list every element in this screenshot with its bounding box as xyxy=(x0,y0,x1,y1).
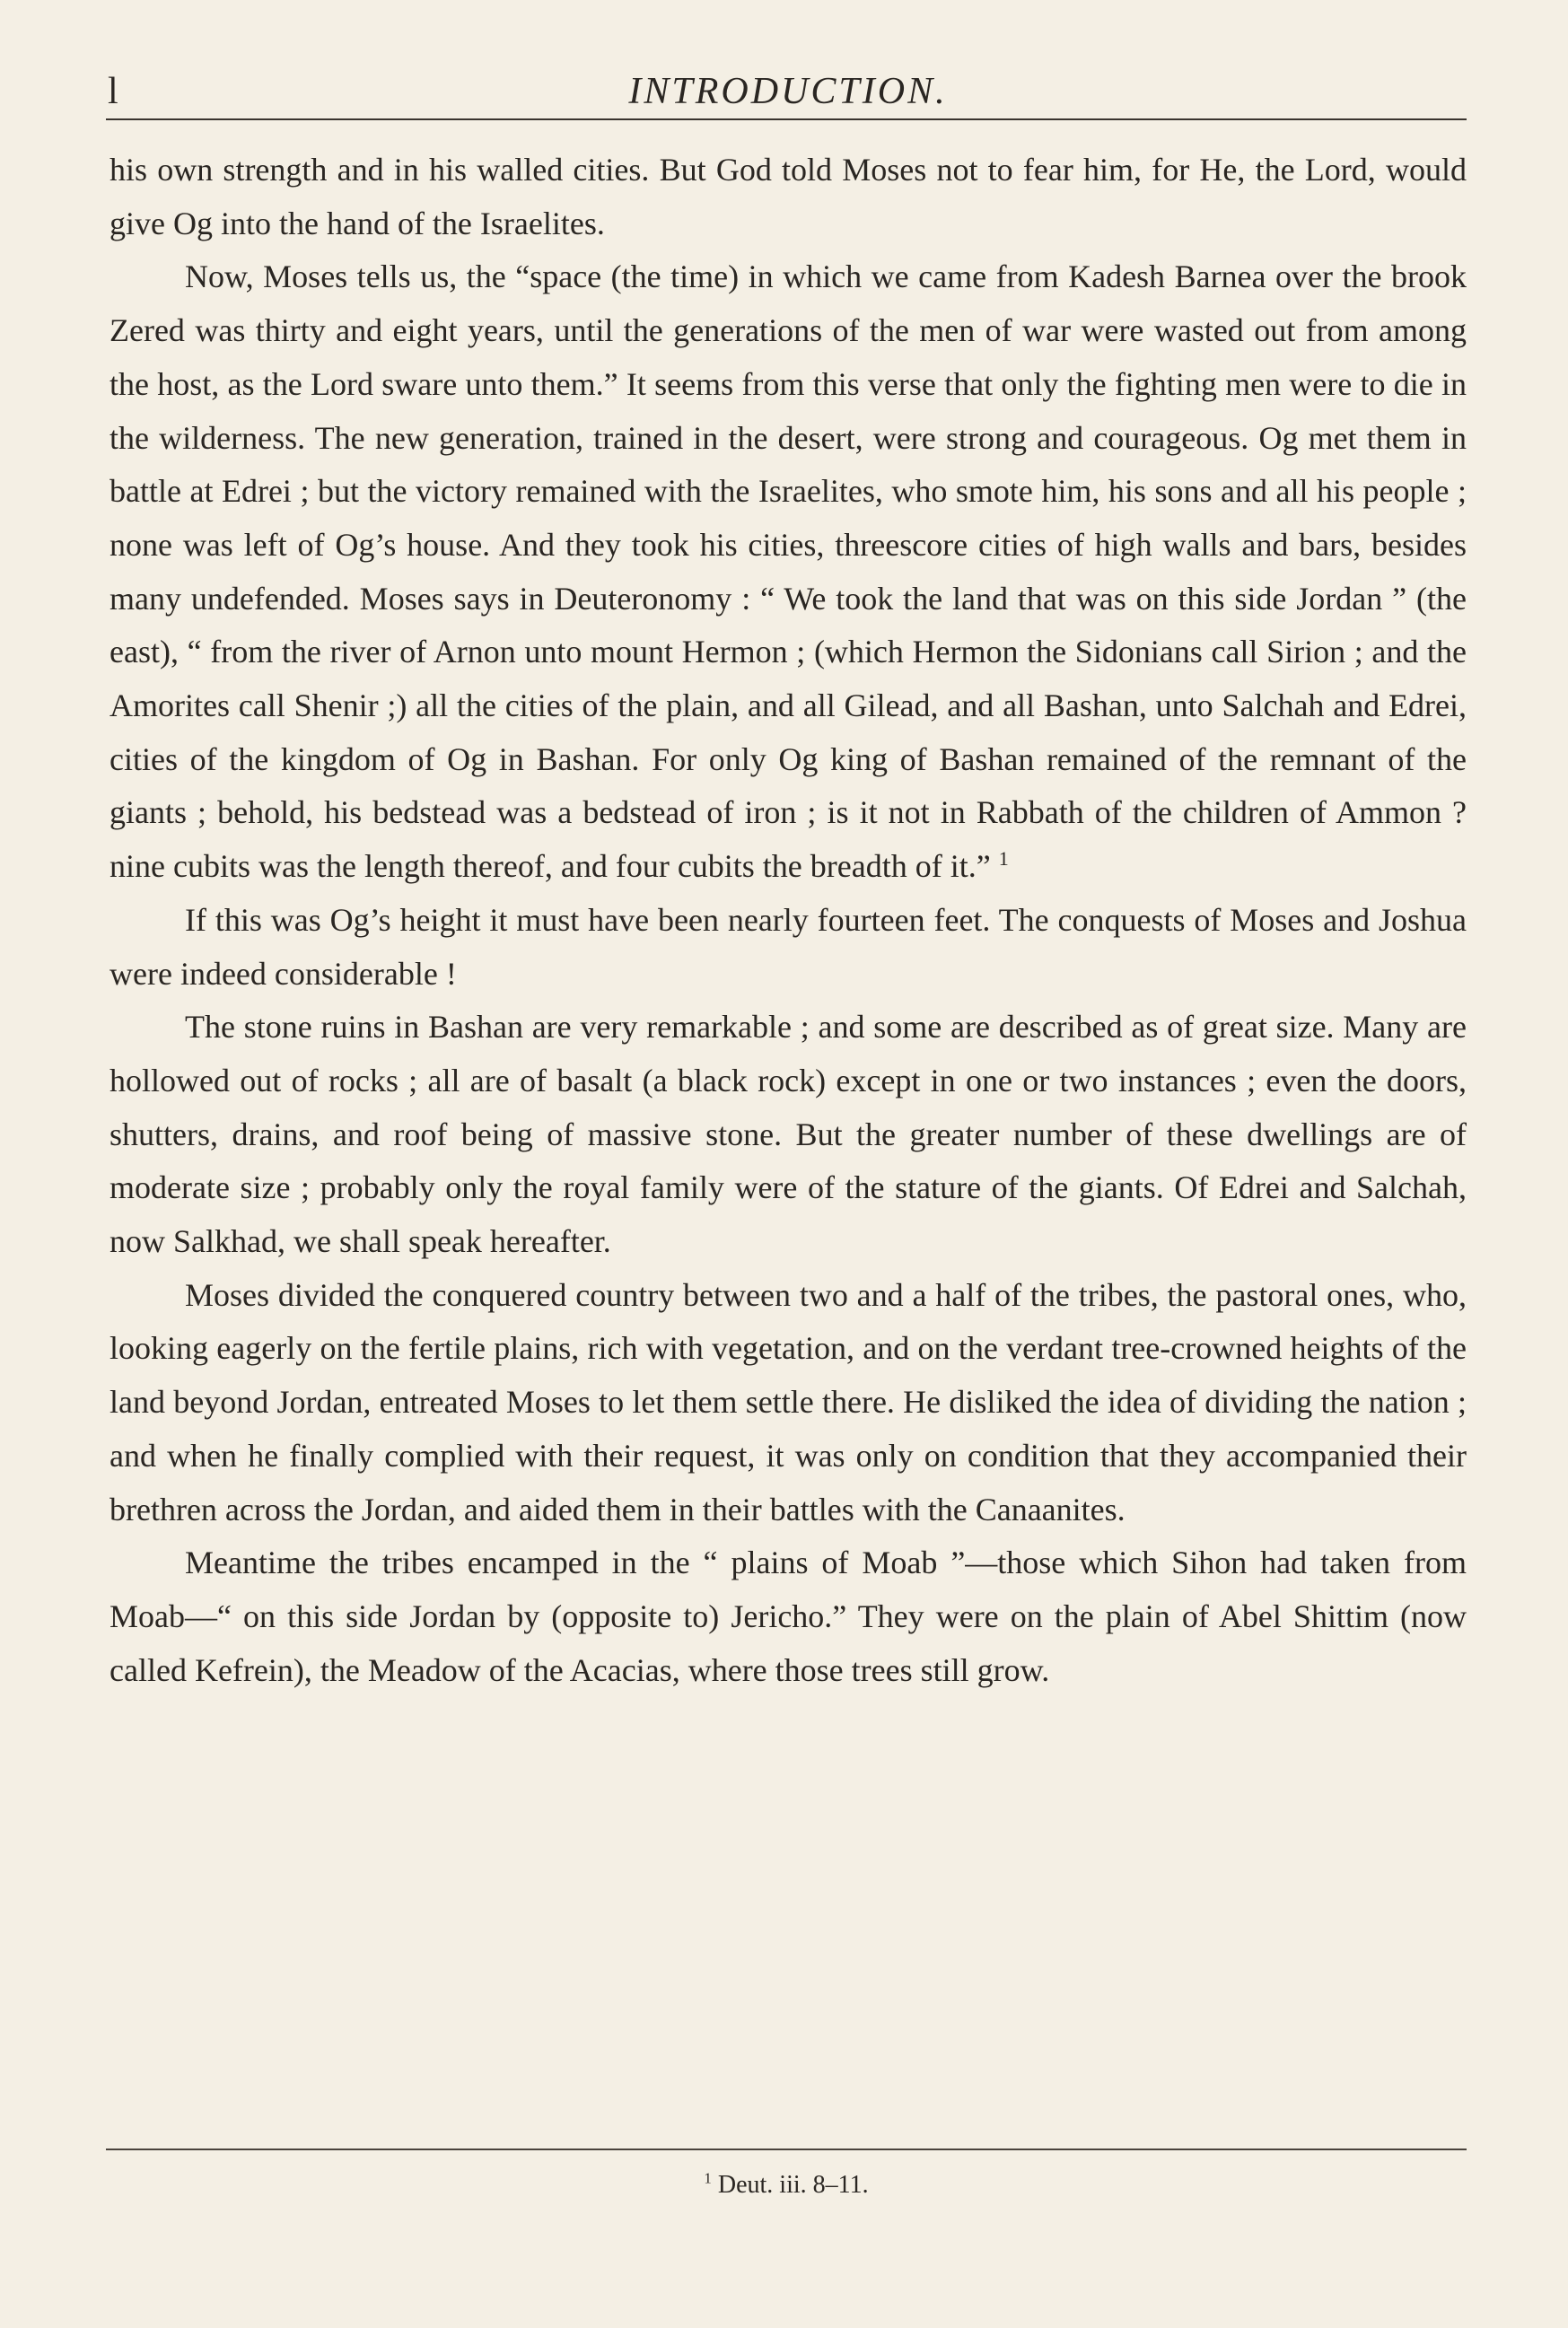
paragraph xyxy=(109,1269,1467,1537)
footnote-rule xyxy=(106,2149,1467,2150)
footnote-marker: 1 xyxy=(704,2169,712,2187)
paragraph-text: The stone ruins in Bashan are very remarkable ; and some are described as of great size. Many are hollowed out of rocks ; all are of basalt (a black rock) except in one or two instances ; even the doors, shutters, drains, and roof being of massive stone. But the greater number of these dwellings are of moderate size ; probably only the royal family were of the stature of the giants. Of Edrei and Salchah, now Salkhad, we shall speak hereafter. xyxy=(109,1009,1467,1260)
page-header xyxy=(106,65,1470,118)
paragraph xyxy=(109,1536,1467,1697)
footnote-text: Deut. iii. 8–11. xyxy=(717,2171,869,2199)
paragraph-text: Moses divided the conquered country between two and a half of the tribes, the pastoral ones, who, looking eagerly on the fertile plains, rich with vegetation, and on the verdant tree-crowned heights of the land beyond Jordan, entreated Moses to let them settle there. He disliked the idea of dividing the nation ; and when he finally complied with their request, it was only on condition that they accompanied their brethren across the Jordan, and aided them in their battles with the Canaanites. xyxy=(109,1276,1467,1527)
header-rule xyxy=(106,118,1467,120)
paragraph-text: his own strength and in his walled cities. But God told Moses not to fear him, for He, the Lord, would give Og into the hand of the Israelites. xyxy=(109,152,1467,241)
paragraph xyxy=(109,894,1467,1001)
paragraph-text: Meantime the tribes encamped in the “ plains of Moab ”—those which Sihon had taken from Moab—“ on this side Jordan by (opposite to) Jericho.” They were on the plain of Abel Shittim (now called Kefrein), the Meadow of the Acacias, where those trees still grow. xyxy=(109,1545,1467,1688)
paragraph xyxy=(109,144,1467,250)
page-number: l xyxy=(108,71,118,112)
running-head: INTRODUCTION. xyxy=(628,71,948,112)
paragraph-text: Now, Moses tells us, the “space (the time) in which we came from Kadesh Barnea over the brook Zered was thirty and eight years, until the generations of the men of war were wasted out from among the host, as the Lord sware unto them.” It seems from this verse that only the fighting men were to die in the wilderness. The new generation, trained in the desert, were strong and courageous. Og met them in battle at Edrei ; but the victory remained with the Israelites, who smote him, his sons and all his people ; none was left of Og’s house. And they took his cities, threescore cities of high walls and bars, besides many undefended. Moses says in Deuteronomy : “ We took the land that was on this side Jordan ” (the east), “ from the river of Arnon unto mount Hermon ; (which Hermon the Sidonians call Sirion ; and the Amorites call Shenir ;) all the cities of the plain, and all Gilead, and all Bashan, unto Salchah and Edrei, cities of the kingdom of Og in Bashan. For only Og king of Bashan remained of the remnant of the giants ; behold, his bedstead was a bedstead of iron ; is it not in Rabbath of the children of Ammon ? nine cubits was the length thereof, and four cubits the breadth of it.” xyxy=(109,258,1467,885)
footnote-reference: 1 xyxy=(998,847,1009,871)
paragraph xyxy=(109,250,1467,893)
paragraph-text: If this was Og’s height it must have been nearly fourteen feet. The conquests of Moses and Joshua were indeed considerable ! xyxy=(109,901,1467,992)
body-text xyxy=(109,144,1467,1697)
paragraph xyxy=(109,1001,1467,1269)
footnote xyxy=(106,2167,1467,2203)
